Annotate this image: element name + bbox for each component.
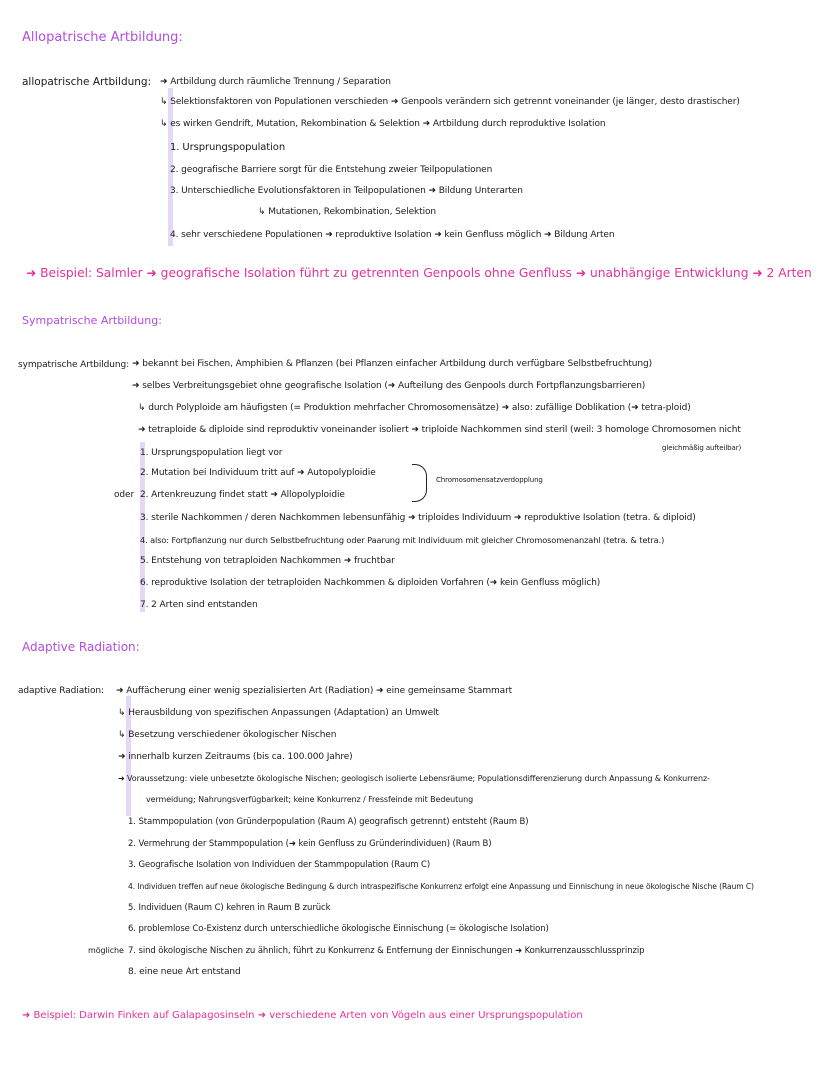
radiation-step-7: 7. sind ökologische Nischen zu ähnlich, führt zu Konkurrenz & Entfernung der Einnischungen ➜ Konkurrenzausschlussprinzip [128, 946, 645, 956]
allopatric-line-2: ↳ Selektionsfaktoren von Populationen verschieden ➜ Genpools verändern sich getrennt voneinander (je länger, desto drastischer) [160, 97, 740, 107]
moegliche-label: mögliche [88, 946, 124, 955]
radiation-step-8: 8. eine neue Art entstand [128, 967, 241, 977]
allopatric-step-3-sub: ↳ Mutationen, Rekombination, Selektion [258, 207, 437, 217]
sympatric-step-7: 7. 2 Arten sind entstanden [140, 600, 258, 610]
radiation-line-2: ↳ Herausbildung von spezifischen Anpassungen (Adaptation) an Umwelt [118, 708, 439, 718]
sympatric-step-4: 4. also: Fortpflanzung nur durch Selbstbefruchtung oder Paarung mit Individuum mit gleicher Chromosomenanzahl (tetra. & tetra.) [140, 535, 665, 545]
label-allopatrische-artbildung: allopatrische Artbildung: [22, 76, 152, 88]
radiation-step-3: 3. Geografische Isolation von Individuen der Stammpopulation (Raum C) [128, 860, 431, 870]
oder-label: oder [114, 490, 135, 500]
radiation-step-4: 4. Individuen treffen auf neue ökologische Bedingung & durch intraspezifische Konkurrenz erfolgt eine Anpassung und Einnischung in neue ökologische Nische (Raum C) [128, 882, 754, 891]
radiation-line-1: ➜ Auffächerung einer wenig spezialisierten Art (Radiation) ➜ eine gemeinsame Stammart [116, 686, 513, 696]
sympatric-step-6: 6. reproduktive Isolation der tetraploiden Nachkommen & diploiden Vorfahren (➜ kein Genfluss möglich) [140, 578, 601, 588]
brace [412, 464, 427, 502]
allopatric-step-3: 3. Unterschiedliche Evolutionsfaktoren in Teilpopulationen ➜ Bildung Unterarten [170, 186, 523, 196]
sympatric-line-4: ➜ tetraploide & diploide sind reproduktiv voneinander isoliert ➜ triploide Nachkommen sind steril (weil: 3 homologe Chromosomen nicht [138, 425, 741, 435]
sympatric-line-3: ↳ durch Polyploide am häufigsten (= Produktion mehrfacher Chromosomensätze) ➜ also: zufällige Doblikation (➜ tetra-ploid) [138, 403, 691, 413]
radiation-line-3: ↳ Besetzung verschiedener ökologischer Nischen [118, 730, 337, 740]
heading-adaptive-radiation: Adaptive Radiation: [22, 640, 140, 654]
allopatric-step-1: 1. Ursprungspopulation [170, 142, 286, 153]
allopatric-step-2: 2. geografische Barriere sorgt für die Entstehung zweier Teilpopulationen [170, 165, 493, 175]
allopatric-step-4: 4. sehr verschiedene Populationen ➜ reproduktive Isolation ➜ kein Genfluss möglich ➜ Bildung Arten [170, 230, 615, 240]
heading-sympatrische-artbildung: Sympatrische Artbildung: [22, 314, 162, 327]
radiation-line-5: ➜ Voraussetzung: viele unbesetzte ökologische Nischen; geologisch isolierte Lebensräume; Populationsdifferenzierung durch Anpassung & Konkurrenz- [118, 774, 710, 783]
sympatric-step-1: 1. Ursprungspopulation liegt vor [140, 448, 283, 458]
sympatric-line-2: ➜ selbes Verbreitungsgebiet ohne geografische Isolation (➜ Aufteilung des Genpools durch Fortpflanzungsbarrieren) [132, 381, 646, 391]
sympatric-line-4-cont: gleichmäßig aufteilbar) [662, 444, 742, 452]
radiation-line-5-cont: vermeidung; Nahrungsverfügbarkeit; keine Konkurrenz / Fressfeinde mit Bedeutung [146, 795, 474, 804]
allopatric-line-3: ↳ es wirken Gendrift, Mutation, Rekombination & Selektion ➜ Artbildung durch reproduktive Isolation [160, 119, 606, 129]
radiation-step-2: 2. Vermehrung der Stammpopulation (➜ kein Genfluss zu Gründerindividuen) (Raum B) [128, 839, 492, 849]
brace-label: Chromosomensatzverdopplung [436, 476, 543, 484]
radiation-line-4: ➜ innerhalb kurzen Zeitraums (bis ca. 100.000 Jahre) [118, 752, 353, 762]
sympatric-step-5: 5. Entstehung von tetraploiden Nachkommen ➜ fruchtbar [140, 556, 395, 566]
sympatric-step-3: 3. sterile Nachkommen / deren Nachkommen lebensunfähig ➜ triploides Individuum ➜ reproduktive Isolation (tetra. & diploid) [140, 513, 696, 523]
label-sympatrische-artbildung: sympatrische Artbildung: [18, 360, 130, 370]
example-salmler: ➜ Beispiel: Salmler ➜ geografische Isolation führt zu getrennten Genpools ohne Genfluss ➜ unabhängige Entwicklung ➜ 2 Arten [26, 266, 812, 280]
heading-allopatrische-artbildung: Allopatrische Artbildung: [22, 30, 183, 45]
radiation-step-1: 1. Stammpopulation (von Gründerpopulation (Raum A) geografisch getrennt) entsteht (Raum B) [128, 817, 529, 827]
sympatric-line-1: ➜ bekannt bei Fischen, Amphibien & Pflanzen (bei Pflanzen einfacher Artbildung durch verfügbare Selbstbefruchtung) [132, 359, 652, 369]
label-adaptive-radiation: adaptive Radiation: [18, 686, 104, 696]
allopatric-line-1: ➜ Artbildung durch räumliche Trennung / Separation [160, 77, 391, 87]
example-darwin-finken: ➜ Beispiel: Darwin Finken auf Galapagosinseln ➜ verschiedene Arten von Vögeln aus einer Ursprungspopulation [22, 1010, 583, 1021]
sympatric-step-2b: 2. Artenkreuzung findet statt ➜ Allopolyploidie [140, 490, 345, 500]
radiation-step-6: 6. problemlose Co-Existenz durch unterschiedliche ökologische Einnischung (= ökologische Isolation) [128, 924, 549, 934]
radiation-step-5: 5. Individuen (Raum C) kehren in Raum B zurück [128, 903, 331, 913]
sympatric-step-2: 2. Mutation bei Individuum tritt auf ➜ Autopolyploidie [140, 468, 376, 478]
